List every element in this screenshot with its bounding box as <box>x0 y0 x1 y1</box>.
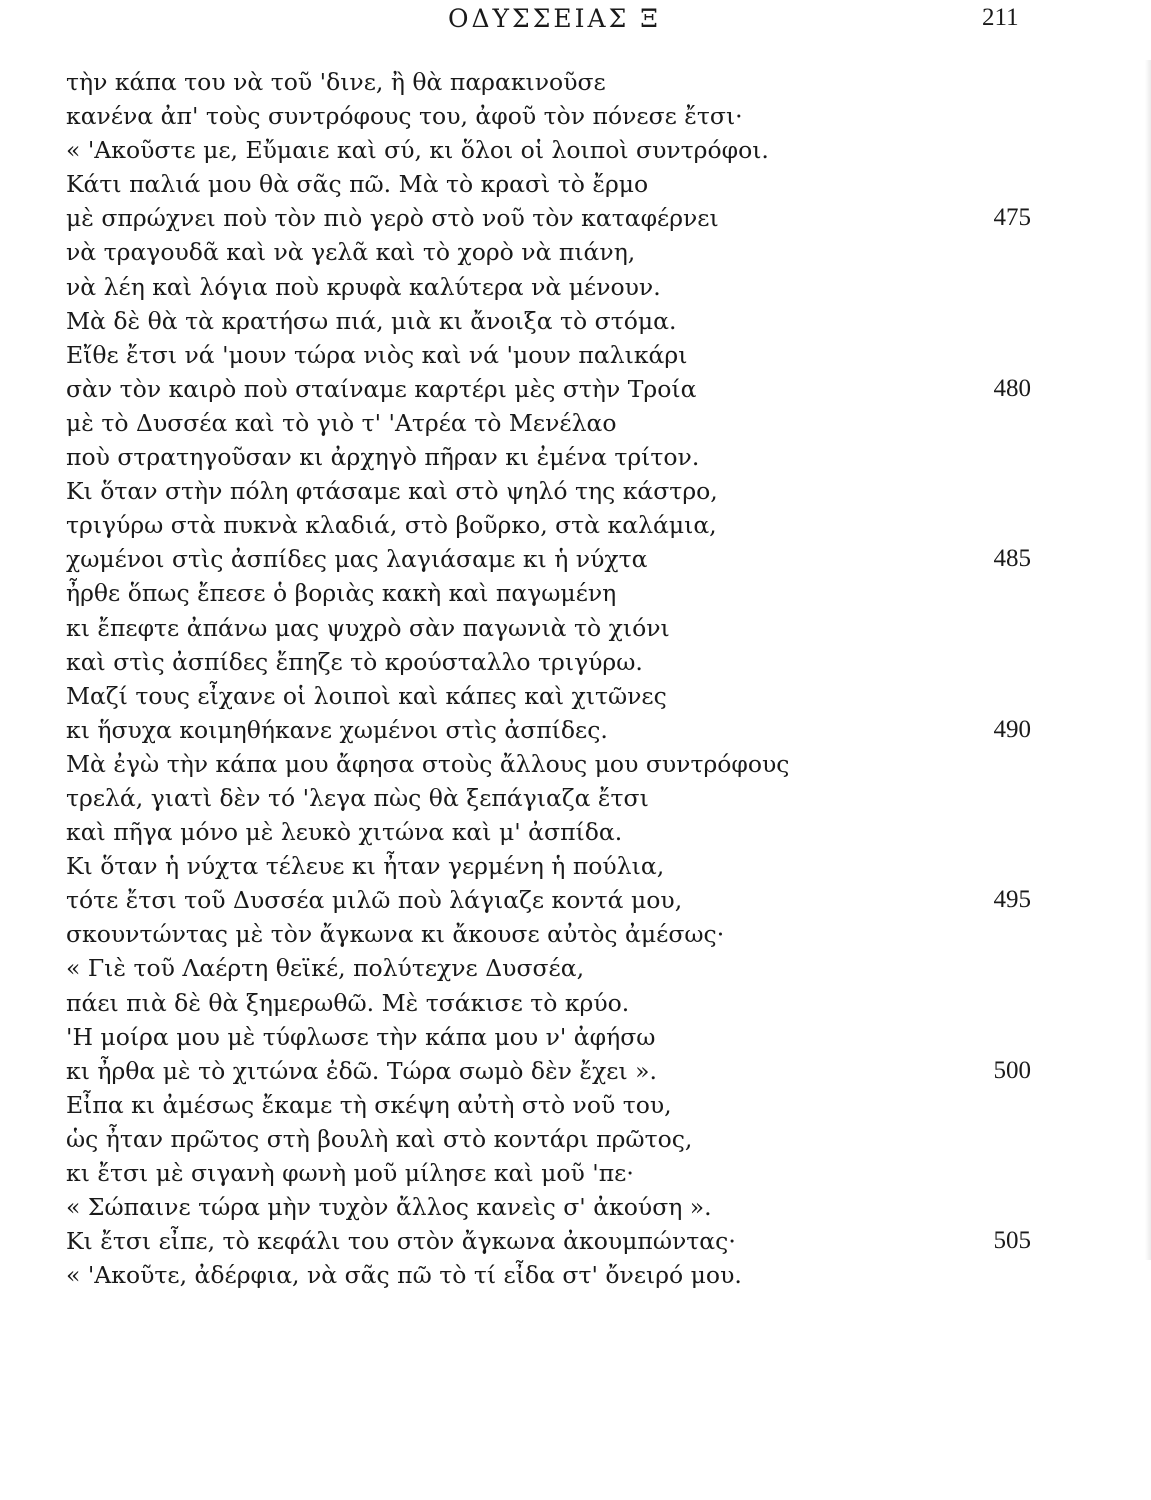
verse-text: Κι ἔτσι εἶπε, τὸ κεφάλι του στὸν ἄγκωνα ἀκουμπώντας· <box>66 1227 736 1256</box>
line-number: 485 <box>993 545 1031 573</box>
verse-line <box>66 815 1056 849</box>
line-number: 490 <box>993 715 1031 743</box>
verse-line <box>66 508 1056 542</box>
verse-text: νὰ τραγουδᾶ καὶ νὰ γελᾶ καὶ τὸ χορὸ νὰ πιάνη, <box>66 238 636 267</box>
verse-text: Εἴθε ἔτσι νά 'μουν τώρα νιὸς καὶ νά 'μουν παλικάρι <box>66 340 688 369</box>
verse-line <box>66 576 1056 610</box>
verse-line <box>66 65 1056 99</box>
line-number: 500 <box>993 1056 1031 1084</box>
verse-line <box>66 611 1056 645</box>
verse-text: κι ἥσυχα κοιμηθήκανε χωμένοι στὶς ἀσπίδες. <box>66 715 608 744</box>
verse-line <box>66 645 1056 679</box>
verse-line <box>66 372 1056 406</box>
verse-text: τὴν κάπα του νὰ τοῦ 'δινε, ἢ θὰ παρακινοῦσε <box>66 68 606 96</box>
verse-line <box>66 849 1056 883</box>
verse-text: Μὰ δὲ θὰ τὰ κρατήσω πιά, μιὰ κι ἄνοιξα τὸ στόμα. <box>66 306 677 335</box>
verse-text: πάει πιὰ δὲ θὰ ξημερωθῶ. Μὲ τσάκισε τὸ κρύο. <box>66 988 630 1017</box>
verse-line <box>66 1224 1056 1258</box>
verse-line <box>66 713 1056 747</box>
verse-text: ὡς ἦταν πρῶτος στὴ βουλὴ καὶ στὸ κοντάρι πρῶτος, <box>66 1124 693 1153</box>
page-header <box>0 2 1151 36</box>
verse-text: σὰν τὸν καιρὸ ποὺ σταίναμε καρτέρι μὲς στὴν Τροία <box>66 374 697 403</box>
verse-line <box>66 167 1056 201</box>
verse-line <box>66 679 1056 713</box>
verse-text: τότε ἔτσι τοῦ Δυσσέα μιλῶ ποὺ λάγιαζε κοντά μου, <box>66 886 683 915</box>
verse-text: Εἶπα κι ἀμέσως ἔκαμε τὴ σκέψη αὐτὴ στὸ νοῦ του, <box>66 1090 672 1119</box>
verse-line <box>66 1020 1056 1054</box>
verse-text: « 'Ακοῦστε με, Εὔμαιε καὶ σύ, κι ὅλοι οἱ λοιποὶ συντρόφοι. <box>66 136 769 165</box>
verse-text: σκουντώντας μὲ τὸν ἄγκωνα κι ἄκουσε αὐτὸς ἀμέσως· <box>66 920 725 949</box>
verse-text: ἦρθε ὅπως ἔπεσε ὁ βοριὰς κακὴ καὶ παγωμένη <box>66 579 617 608</box>
verse-text: μὲ σπρώχνει ποὺ τὸν πιὸ γερὸ στὸ νοῦ τὸν καταφέρνει <box>66 204 719 233</box>
verse-text: τριγύρω στὰ πυκνὰ κλαδιά, στὸ βοῦρκο, στὰ καλάμια, <box>66 511 717 540</box>
verse-text: Μαζί τους εἶχανε οἱ λοιποὶ καὶ κάπες καὶ χιτῶνες <box>66 681 667 710</box>
verse-text: Κι ὅταν στὴν πόλη φτάσαμε καὶ στὸ ψηλό της κάστρο, <box>66 477 718 506</box>
verse-line <box>66 304 1056 338</box>
verse-line <box>66 1190 1056 1224</box>
verse-text: « Σώπαινε τώρα μὴν τυχὸν ἄλλος κανεὶς σ' ἀκούση ». <box>66 1193 712 1222</box>
verse-text: κανένα ἀπ' τοὺς συντρόφους του, ἀφοῦ τὸν πόνεσε ἔτσι· <box>66 102 743 131</box>
poem-text <box>66 65 1056 1292</box>
line-number: 505 <box>993 1227 1031 1255</box>
verse-text: χωμένοι στὶς ἀσπίδες μας λαγιάσαμε κι ἡ νύχτα <box>66 545 648 574</box>
verse-text: Κι ὅταν ἡ νύχτα τέλευε κι ἦταν γερμένη ἡ πούλια, <box>66 852 665 881</box>
verse-line <box>66 1122 1056 1156</box>
line-number: 480 <box>993 374 1031 402</box>
verse-text: τρελά, γιατὶ δὲν τό 'λεγα πὼς θὰ ξεπάγιαζα ἔτσι <box>66 783 649 812</box>
verse-line <box>66 270 1056 304</box>
verse-text: κι ἦρθα μὲ τὸ χιτώνα ἐδῶ. Τώρα σωμὸ δὲν ἔχει ». <box>66 1056 657 1085</box>
line-number: 475 <box>993 204 1031 232</box>
verse-line <box>66 747 1056 781</box>
verse-text: καὶ στὶς ἀσπίδες ἔπηζε τὸ κρούσταλλο τριγύρω. <box>66 647 643 676</box>
verse-line <box>66 1054 1056 1088</box>
line-number: 495 <box>993 886 1031 914</box>
verse-line <box>66 1088 1056 1122</box>
verse-line <box>66 542 1056 576</box>
verse-line <box>66 781 1056 815</box>
verse-text: μὲ τὸ Δυσσέα καὶ τὸ γιὸ τ' 'Ατρέα τὸ Μενέλαο <box>66 408 617 437</box>
verse-line <box>66 986 1056 1020</box>
verse-line <box>66 99 1056 133</box>
verse-line <box>66 1156 1056 1190</box>
verse-text: νὰ λέη καὶ λόγια ποὺ κρυφὰ καλύτερα νὰ μένουν. <box>66 272 661 301</box>
verse-line <box>66 440 1056 474</box>
verse-text: κι ἔπεφτε ἀπάνω μας ψυχρὸ σὰν παγωνιὰ τὸ χιόνι <box>66 613 670 642</box>
verse-text: 'Η μοίρα μου μὲ τύφλωσε τὴν κάπα μου ν' ἀφήσω <box>66 1022 656 1051</box>
verse-line <box>66 474 1056 508</box>
verse-line <box>66 917 1056 951</box>
verse-text: « 'Ακοῦτε, ἀδέρφια, νὰ σᾶς πῶ τὸ τί εἶδα στ' ὄνειρό μου. <box>66 1261 742 1290</box>
verse-text: « Γιὲ τοῦ Λαέρτη θεϊκέ, πολύτεχνε Δυσσέα, <box>66 954 585 983</box>
verse-line <box>66 883 1056 917</box>
verse-line <box>66 235 1056 269</box>
page-number: 211 <box>982 4 1019 31</box>
running-title: ΟΔΥΣΣΕΙΑΣ Ξ <box>448 4 661 33</box>
page-edge-shadow <box>1145 60 1151 1260</box>
verse-line <box>66 338 1056 372</box>
verse-text: Μὰ ἐγὼ τὴν κάπα μου ἄφησα στοὺς ἄλλους μου συντρόφους <box>66 749 790 778</box>
verse-line <box>66 1258 1056 1292</box>
verse-text: καὶ πῆγα μόνο μὲ λευκὸ χιτώνα καὶ μ' ἀσπίδα. <box>66 818 623 847</box>
verse-line <box>66 133 1056 167</box>
verse-line <box>66 406 1056 440</box>
verse-line <box>66 951 1056 985</box>
verse-text: κι ἔτσι μὲ σιγανὴ φωνὴ μοῦ μίλησε καὶ μοῦ 'πε· <box>66 1159 634 1187</box>
verse-line <box>66 201 1056 235</box>
verse-text: Κάτι παλιά μου θὰ σᾶς πῶ. Μὰ τὸ κρασὶ τὸ ἔρμο <box>66 170 649 199</box>
verse-text: ποὺ στρατηγοῦσαν κι ἀρχηγὸ πῆραν κι ἐμένα τρίτον. <box>66 443 700 472</box>
